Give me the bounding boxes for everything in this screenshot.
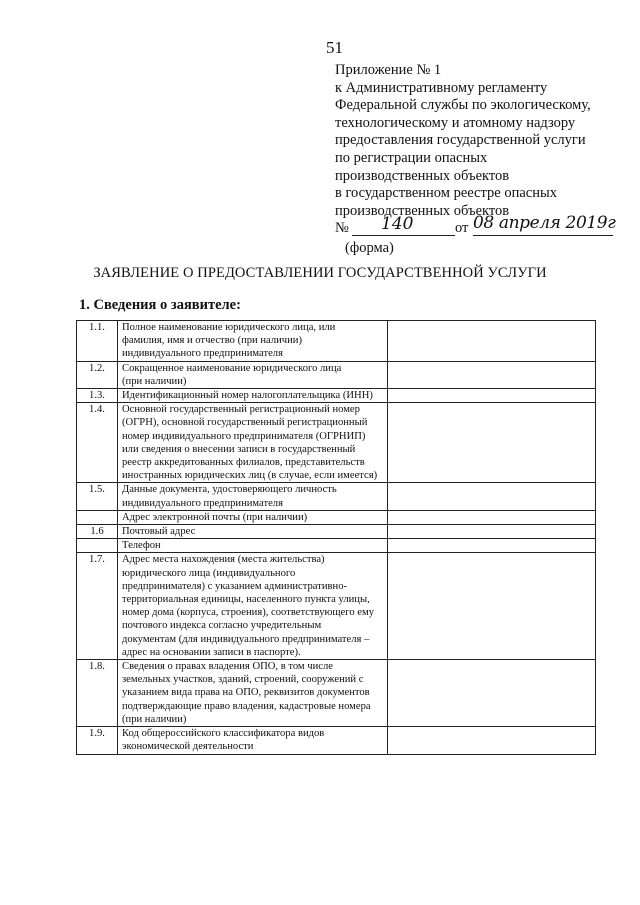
table-row (77, 660, 596, 727)
table-row (77, 510, 596, 524)
row-value-cell[interactable] (388, 483, 596, 510)
description-line: документам (для индивидуального предпринимателя – (122, 633, 370, 645)
row-description (118, 483, 388, 510)
row-value-cell[interactable] (388, 321, 596, 362)
description-line: индивидуального предпринимателя (122, 348, 283, 360)
row-number: 1.5. (77, 483, 118, 510)
applicant-info-table (76, 320, 596, 755)
row-description (118, 727, 388, 754)
row-value-cell[interactable] (388, 727, 596, 754)
row-value-cell[interactable] (388, 660, 596, 727)
number-sign: № (335, 220, 349, 237)
appendix-line: по регистрации опасных (335, 149, 488, 166)
appendix-line: производственных объектов (335, 202, 510, 219)
description-line: Данные документа, удостоверяющего личность (122, 484, 337, 496)
form-label: (форма) (345, 240, 394, 257)
description-line: подтверждающие право владения, кадастровые номера (122, 700, 371, 712)
appendix-line: предоставления государственной услуги (335, 132, 586, 149)
row-number: 1.8. (77, 660, 118, 727)
handwritten-date: 08 апреля 2019г (473, 213, 616, 234)
row-number: 1.2. (77, 361, 118, 388)
table-row (77, 727, 596, 754)
row-number (77, 539, 118, 553)
description-line: (при наличии) (122, 713, 187, 725)
description-line: земельных участков, зданий, строений, сооружений с (122, 674, 364, 686)
description-line: (ОГРН), основной государственный регистрационный (122, 417, 368, 429)
description-line: экономической деятельности (122, 741, 254, 753)
table-row (77, 539, 596, 553)
row-number: 1.6 (77, 525, 118, 539)
description-line: Сокращенное наименование юридического лица (122, 362, 342, 374)
description-line: номер дома (корпуса, строения), соответствующего ему (122, 607, 374, 619)
row-description (118, 660, 388, 727)
description-line: индивидуального предпринимателя (122, 497, 283, 509)
table-row (77, 361, 596, 388)
row-value-cell[interactable] (388, 525, 596, 539)
description-line: Полное наименование юридического лица, или (122, 322, 336, 333)
row-description (118, 539, 388, 553)
row-number: 1.4. (77, 403, 118, 483)
description-line: Идентификационный номер налогоплательщика (ИНН) (122, 390, 373, 402)
page-number: 51 (326, 38, 343, 57)
description-line: Телефон (122, 540, 161, 552)
row-number: 1.9. (77, 727, 118, 754)
row-value-cell[interactable] (388, 510, 596, 524)
row-description (118, 361, 388, 388)
row-description (118, 389, 388, 403)
appendix-line: к Административному регламенту (335, 79, 548, 96)
description-line: территориальная единицы, населенного пункта улицы, (122, 594, 370, 606)
table-row (77, 321, 596, 362)
description-line: Основной государственный регистрационный номер (122, 404, 360, 416)
table-row (77, 553, 596, 660)
row-number: 1.1. (77, 321, 118, 362)
row-value-cell[interactable] (388, 539, 596, 553)
number-underline (352, 235, 455, 236)
appendix-line: в государственном реестре опасных (335, 185, 557, 202)
description-line: или сведения о внесении записи в государственный (122, 443, 356, 455)
handwritten-number: 140 (381, 214, 414, 235)
description-line: почтового индекса согласно учредительным (122, 620, 322, 632)
date-underline (473, 235, 613, 236)
appendix-line: технологическому и атомному надзору (335, 114, 576, 131)
description-line: Код общероссийского классификатора видов (122, 728, 325, 740)
appendix-line: Приложение № 1 (335, 62, 442, 78)
section-heading: 1. Сведения о заявителе: (79, 297, 241, 313)
description-line: реестр аккредитованных филиалов, представительств (122, 457, 365, 469)
row-value-cell[interactable] (388, 389, 596, 403)
appendix-block (335, 62, 635, 258)
table-row (77, 483, 596, 510)
table-row (77, 403, 596, 483)
row-description (118, 403, 388, 483)
row-description (118, 510, 388, 524)
description-line: иностранных юридических лиц (в случае, если имеется) (122, 470, 378, 482)
row-number (77, 510, 118, 524)
row-value-cell[interactable] (388, 403, 596, 483)
date-prefix: от (455, 220, 469, 237)
row-number: 1.7. (77, 553, 118, 660)
table-row (77, 525, 596, 539)
description-line: предпринимателя) с указанием административно- (122, 580, 348, 592)
description-line: Почтовый адрес (122, 526, 196, 538)
row-description (118, 553, 388, 660)
description-line: указанием вида права на ОПО, реквизитов документов (122, 687, 370, 699)
appendix-line: Федеральной службы по экологическому, (335, 97, 591, 114)
order-number-row (335, 213, 635, 240)
table-row (77, 389, 596, 403)
document-title: ЗАЯВЛЕНИЕ О ПРЕДОСТАВЛЕНИИ ГОСУДАРСТВЕННОЙ УСЛУГИ (93, 265, 547, 281)
row-value-cell[interactable] (388, 361, 596, 388)
row-description (118, 321, 388, 362)
description-line: адрес на основании записи в паспорте). (122, 646, 301, 658)
row-value-cell[interactable] (388, 553, 596, 660)
row-number: 1.3. (77, 389, 118, 403)
description-line: юридического лица (индивидуального (122, 567, 296, 579)
appendix-line: производственных объектов (335, 167, 510, 184)
description-line: номер индивидуального предпринимателя (ОГРНИП) (122, 430, 366, 442)
description-line: Сведения о правах владения ОПО, в том числе (122, 661, 333, 673)
description-line: Адрес места нахождения (места жительства) (122, 554, 325, 566)
row-description (118, 525, 388, 539)
description-line: фамилия, имя и отчество (при наличии) (122, 335, 302, 347)
description-line: (при наличии) (122, 375, 187, 387)
description-line: Адрес электронной почты (при наличии) (122, 511, 308, 523)
